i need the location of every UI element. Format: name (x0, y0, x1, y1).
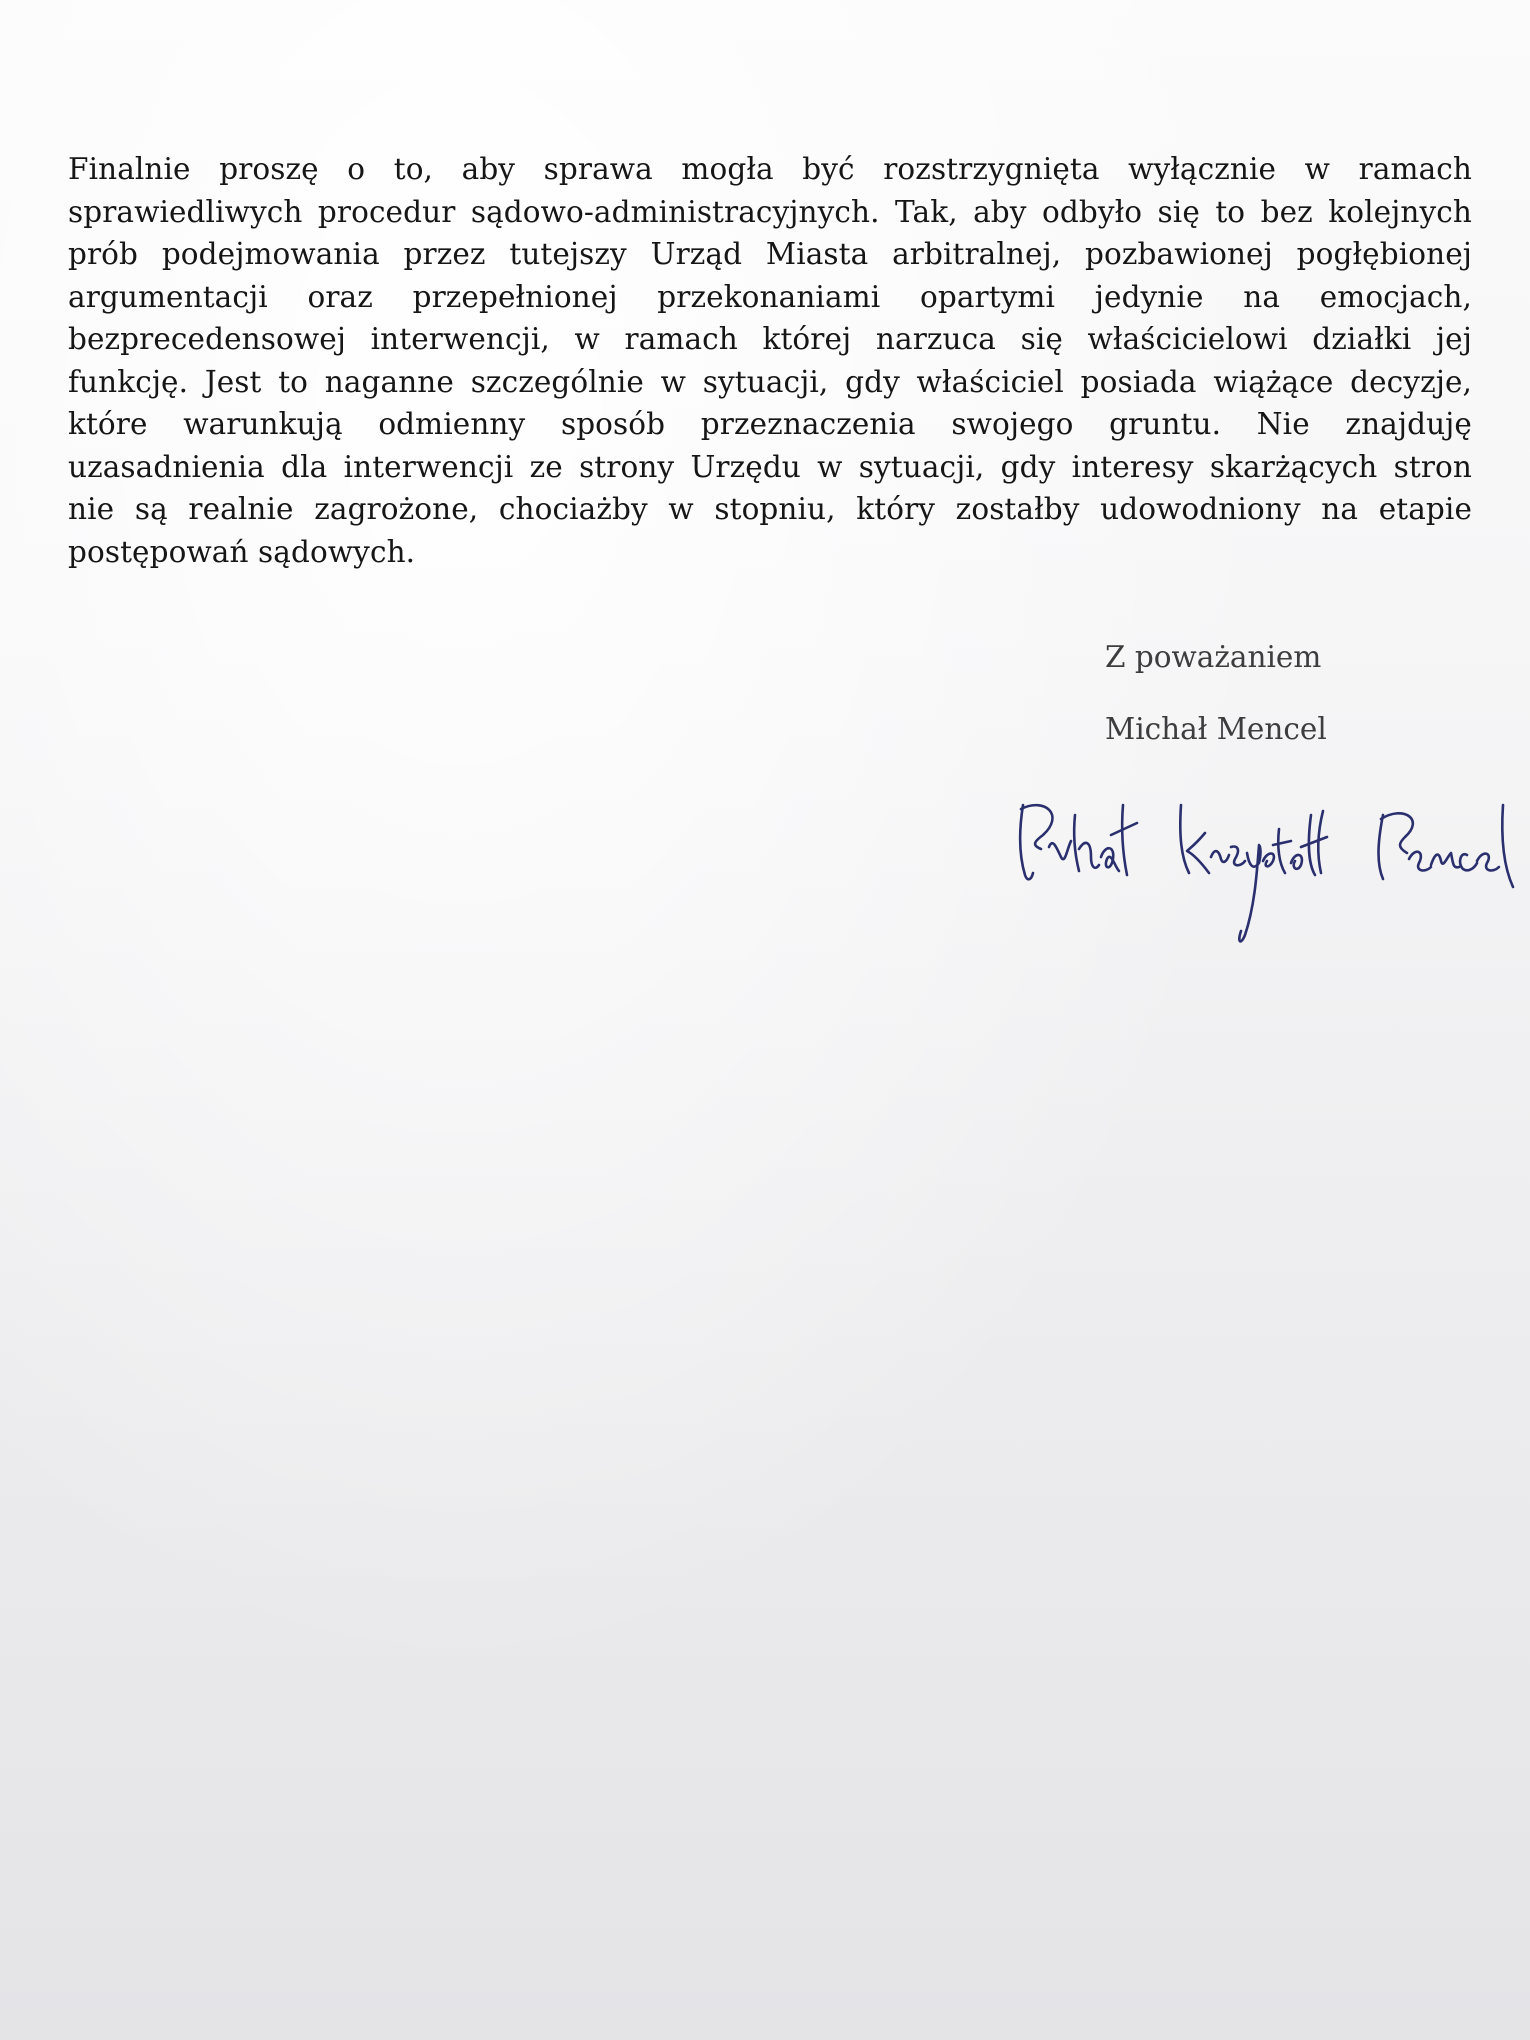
letter-line-7: które warunkują odmienny sposób przeznaczenia swojego gruntu. Nie znajduję (68, 407, 1472, 441)
letter-body (68, 148, 1472, 573)
letter-line-2: sprawiedliwych procedur sądowo-administracyjnych. Tak, aby odbyło się to bez kolejnych (68, 194, 1472, 229)
letter-line-3: prób podejmowania przez tutejszy Urząd Miasta arbitralnej, pozbawionej pogłębionej (68, 237, 1472, 271)
closing-salutation: Z poważaniem (1105, 640, 1322, 674)
letter-line-10: postępowań sądowych. (68, 534, 416, 569)
handwritten-signature (1005, 775, 1525, 955)
letter-line-6: funkcję. Jest to naganne szczególnie w sytuacji, gdy właściciel posiada wiążące decyzje, (68, 364, 1472, 399)
signatory-name: Michał Mencel (1105, 712, 1327, 746)
letter-line-4: argumentacji oraz przepełnionej przekonaniami opartymi jedynie na emocjach, (68, 279, 1472, 314)
letter-line-9: nie są realnie zagrożone, chociażby w stopniu, który zostałby udowodniony na etapie (68, 492, 1472, 526)
letter-line-8: uzasadnienia dla interwencji ze strony Urzędu w sytuacji, gdy interesy skarżących stron (68, 449, 1472, 484)
letter-line-5: bezprecedensowej interwencji, w ramach której narzuca się właścicielowi działki jej (68, 322, 1472, 356)
letter-line-1: Finalnie proszę o to, aby sprawa mogła być rozstrzygnięta wyłącznie w ramach (68, 152, 1472, 186)
